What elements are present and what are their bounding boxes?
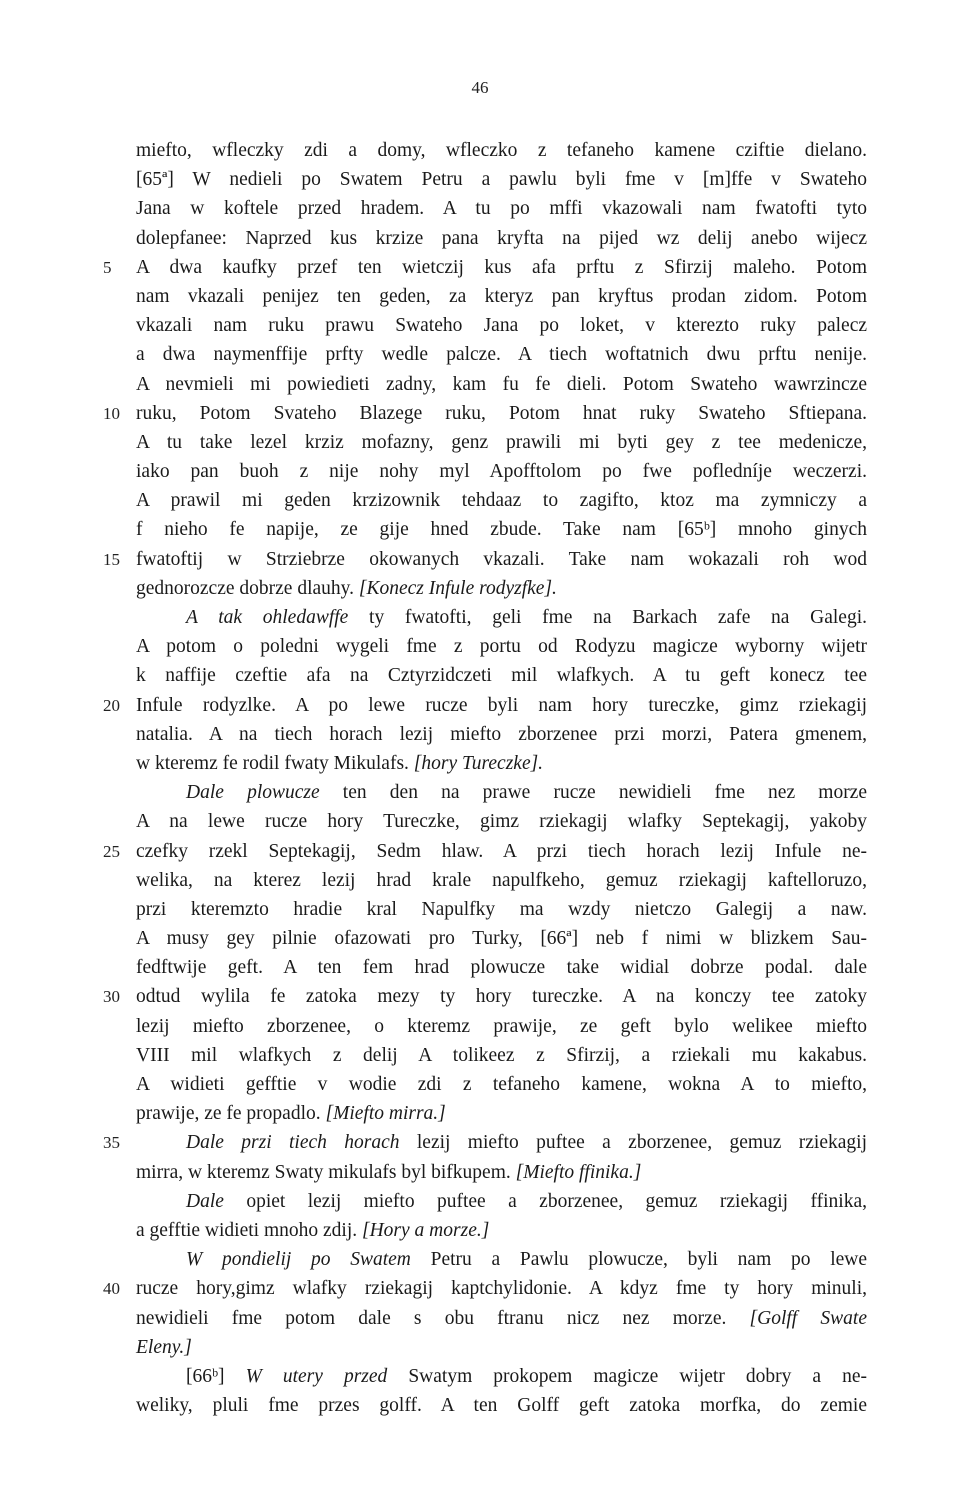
text-segment: Jana w koftele przed hradem. A tu po mffi vkazowali nam fwatofti tyto	[136, 198, 867, 220]
text-segment: odtud wylila fe zatoka mezy ty hory tureczke. A na konczy tee zatoky	[136, 986, 867, 1008]
text-segment: prawije, ze fe propadlo.	[136, 1103, 326, 1125]
text-line	[136, 1333, 867, 1362]
text-segment: VIII mil wlafkych z delij A tolikeez z Sfirzij, a rziekali mu kakabus.	[136, 1044, 867, 1066]
text-segment: gednorozcze dobrze dlauhy.	[136, 577, 359, 599]
text-segment: weliky, pluli fme przes golff. A ten Golff geft zatoka morfka, do zemie	[136, 1395, 867, 1417]
text-segment: A nevmieli mi powiedieti zadny, kam fu fe dieli. Potom Swateho wawrzincze	[136, 373, 867, 395]
text-body	[103, 136, 868, 1420]
italic-text: W pondielij po Swatem	[186, 1249, 411, 1271]
text-segment: k naffije czeftie afa na Cztyrzidczeti mil wlafkych. A tu geft konecz tee	[136, 665, 867, 687]
text-line	[136, 515, 867, 544]
line-number: 15	[103, 549, 120, 569]
text-line	[136, 1041, 867, 1070]
italic-text: [Konecz Infule rodyzfke].	[358, 577, 557, 599]
text-line	[136, 574, 867, 603]
text-line	[136, 953, 867, 982]
text-segment: natalia. A na tiech horach lezij miefto zborzenee przi morzi, Patera gmenem,	[136, 723, 867, 745]
text-segment: Swatym prokopem magicze wijetr dobry a ne-	[387, 1365, 867, 1387]
text-line	[136, 340, 867, 369]
italic-text: A tak ohledawffe	[186, 607, 349, 628]
text-segment: A musy gey pilnie ofazowati pro Turky, [66ª] neb f nimi w blizkem Sau-	[136, 928, 867, 950]
text-segment: A dwa kaufky przef ten wietczij kus afa prftu z Sfirzij maleho. Potom	[136, 256, 867, 278]
text-line	[136, 866, 867, 895]
line-number: 40	[103, 1279, 120, 1299]
text-line	[136, 1216, 867, 1245]
italic-text: [Miefto mirra.]	[325, 1103, 446, 1125]
text-line	[136, 1070, 867, 1099]
text-segment: czefky rzekl Septekagij, Sedm hlaw. A przi tiech horach lezij Infule ne-	[136, 840, 867, 862]
text-segment: iako pan buoh z nije nohy myl Apofftolom po fwe pofledníje weczerzi.	[136, 461, 867, 483]
text-segment: a dwa naymenffije prfty wedle palcze. A tiech woftatnich dwu prftu nenije.	[136, 344, 867, 366]
text-segment: vkazali nam ruku prawu Swateho Jana po loket, v kterezto ruky palecz	[136, 315, 867, 337]
line-number: 5	[103, 257, 112, 277]
text-segment: ruku, Potom Svateho Blazege ruku, Potom hnat ruky Swateho Sftiepana.	[136, 402, 867, 424]
line-number: 25	[103, 841, 120, 861]
text-line	[136, 749, 867, 778]
text-segment: ten den na prawe rucze newidieli fme nez morze	[319, 782, 867, 804]
text-line	[136, 194, 867, 223]
text-line	[136, 1304, 867, 1333]
text-line	[103, 1274, 867, 1303]
text-line	[136, 457, 867, 486]
text-line	[136, 1187, 867, 1216]
text-line	[136, 1391, 867, 1420]
text-line	[103, 1128, 867, 1157]
page-number: 46	[471, 78, 489, 97]
text-line	[103, 399, 867, 428]
text-line	[103, 982, 867, 1011]
text-segment: welika, na kterez lezij hrad krale napulfkeho, gemuz rziekagij kaftelloruzo,	[136, 869, 867, 891]
text-line	[136, 778, 867, 807]
text-line	[136, 224, 867, 253]
text-segment: a gefftie widieti mnoho zdij.	[136, 1219, 363, 1241]
text-line	[136, 1158, 867, 1187]
italic-text: [Miefto ffinika.]	[515, 1161, 642, 1183]
text-segment: fedftwije geft. A ten fem hrad plowucze take widial dobrze podal. dale	[136, 957, 867, 979]
text-line	[136, 632, 867, 661]
text-line	[103, 545, 867, 574]
text-line	[136, 720, 867, 749]
text-line	[136, 282, 867, 311]
text-segment: miefto, wfleczky zdi a domy, wfleczko z tefaneho kamene cziftie dielano.	[136, 140, 867, 161]
text-line	[136, 311, 867, 340]
line-number: 35	[103, 1133, 120, 1153]
text-segment: mirra, w kteremz Swaty mikulafs byl bifkupem.	[136, 1161, 516, 1183]
text-segment: Petru a Pawlu plowucze, byli nam po lewe	[410, 1249, 868, 1271]
text-line	[136, 370, 867, 399]
text-line	[136, 661, 867, 690]
text-line	[136, 895, 867, 924]
text-segment: lezij miefto zborzenee, o kteremz prawije, ze geft bylo welikee miefto	[136, 1015, 867, 1037]
text-line	[136, 1012, 867, 1041]
text-line	[136, 807, 867, 836]
text-segment: rucze hory,gimz wlafky rziekagij kaptchylidonie. A kdyz fme ty hory minuli,	[136, 1278, 867, 1300]
text-segment: A na lewe rucze hory Tureczke, gimz rziekagij wlafky Septekagij, yakoby	[136, 811, 867, 833]
text-segment: opiet lezij miefto puftee a zborzenee, gemuz rziekagij ffinika,	[223, 1190, 867, 1212]
text-segment: w kteremz fe rodil fwaty Mikulafs.	[136, 752, 414, 774]
text-line	[103, 691, 867, 720]
italic-text: [hory Tureczke].	[413, 752, 544, 774]
text-segment: A widieti gefftie v wodie zdi z tefaneho kamene, wokna A to miefto,	[136, 1074, 867, 1095]
text-line	[103, 253, 867, 282]
text-line	[136, 1245, 867, 1274]
text-segment: przi kteremzto hradie kral Napulfky ma wzdy nietczo Galegij a naw.	[136, 898, 867, 920]
text-segment: [66ᵇ]	[186, 1365, 246, 1387]
text-line	[136, 136, 867, 165]
text-segment: fwatoftij w Strziebrze okowanych vkazali. Take nam wokazali roh wod	[136, 548, 867, 570]
text-line	[136, 486, 867, 515]
text-segment: Infule rodyzlke. A po lewe rucze byli nam hory tureczke, gimz rziekagij	[136, 694, 867, 716]
text-segment: newidieli fme potom dale s obu ftranu nicz nez morze.	[136, 1307, 750, 1329]
text-line	[136, 1099, 867, 1128]
text-line	[136, 165, 867, 194]
line-number: 20	[103, 695, 120, 715]
text-segment: ty fwatofti, geli fme na Barkach zafe na Galegi.	[348, 607, 867, 628]
italic-text: [Golff Swate	[749, 1307, 867, 1329]
text-segment: A potom o poledni wygeli fme z portu od Rodyzu magicze wyborny wijetr	[136, 636, 867, 658]
italic-text: Dale plowucze	[186, 782, 320, 804]
text-segment: A tu take lezel krziz mofazny, genz prawili mi byti gey z tee medenicze,	[136, 431, 867, 453]
text-line	[103, 837, 867, 866]
text-segment: f nieho fe napije, ze gije hned zbude. Take nam [65ᵇ] mnoho ginych	[136, 519, 867, 541]
text-segment: A prawil mi geden krzizownik tehdaaz to zagifto, ktoz ma zymniczy a	[136, 490, 867, 512]
text-segment: nam vkazali penijez ten geden, za kteryz pan kryftus prodan zidom. Potom	[136, 285, 867, 307]
text-line	[136, 428, 867, 457]
italic-text: [Hory a morze.]	[362, 1219, 490, 1241]
line-number: 30	[103, 987, 120, 1007]
italic-text: Dale przi tiech horach	[186, 1132, 400, 1154]
line-number: 10	[103, 403, 120, 423]
text-segment: dolepfanee: Naprzed kus krzize pana kryfta na pijed wz delij anebo wijecz	[136, 227, 867, 249]
text-line	[136, 603, 867, 632]
text-line	[136, 1362, 867, 1391]
text-segment: lezij miefto puftee a zborzenee, gemuz rziekagij	[399, 1132, 867, 1154]
italic-text: Dale	[186, 1190, 224, 1212]
italic-text: W utery przed	[245, 1365, 388, 1387]
italic-text: Eleny.]	[136, 1336, 192, 1358]
text-segment: [65ª] W nedieli po Swatem Petru a pawlu byli fme v [m]ffe v Swateho	[136, 169, 867, 191]
text-line	[136, 924, 867, 953]
